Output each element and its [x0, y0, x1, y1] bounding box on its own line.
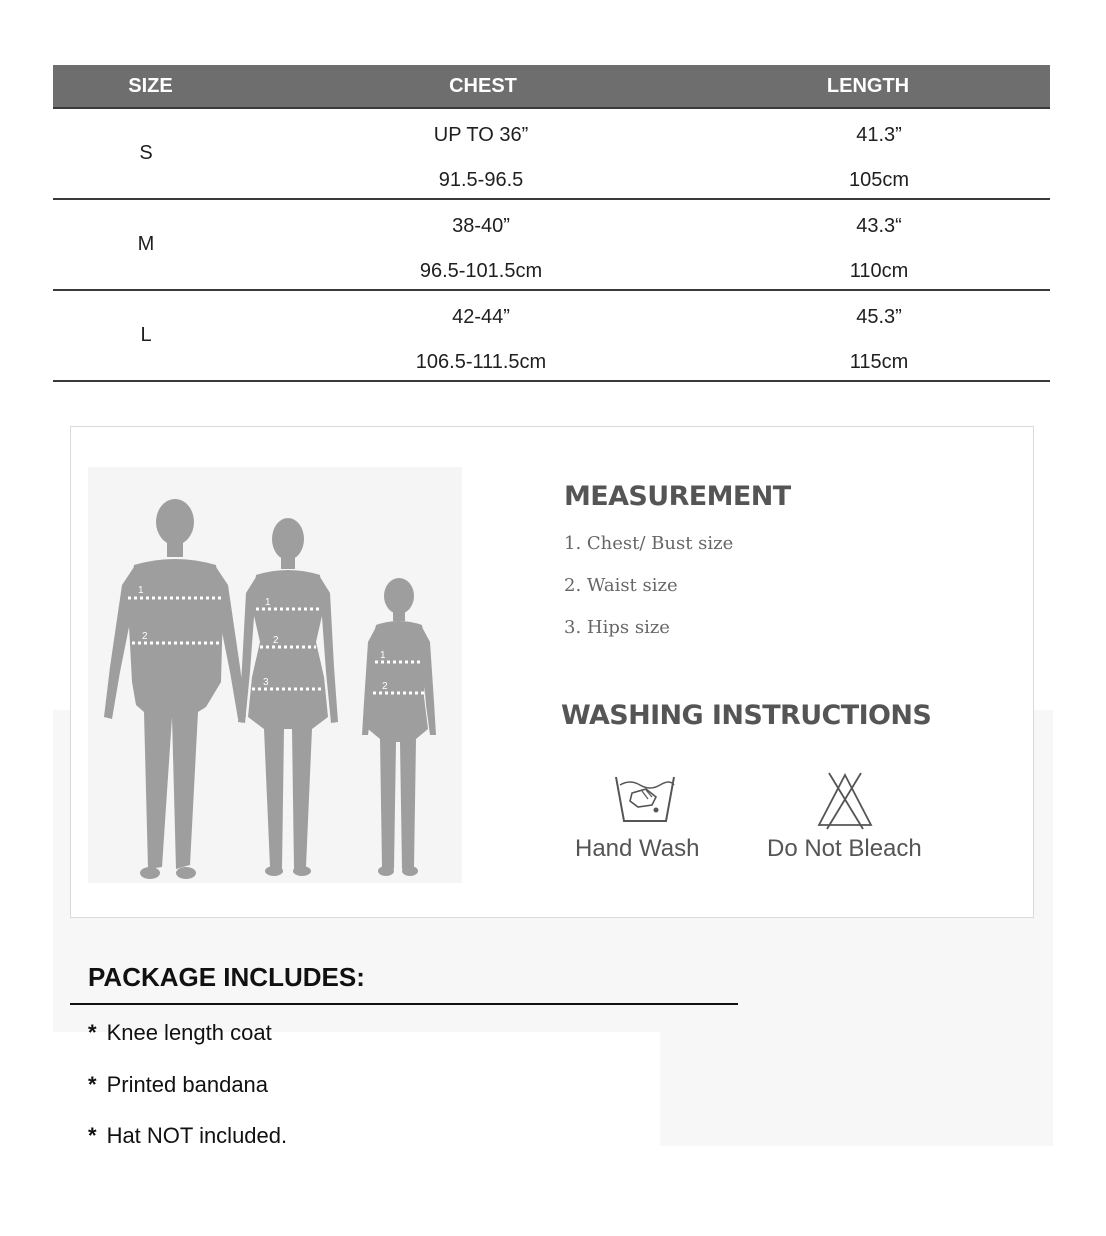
- list-item: [88, 1123, 287, 1149]
- size-cell: L: [140, 324, 152, 346]
- figure-label: 1: [265, 597, 271, 608]
- measurement-info-box: [70, 426, 1034, 918]
- list-item-label: Printed bandana: [106, 1072, 269, 1097]
- length-inches-cell: 41.3”: [856, 124, 902, 146]
- chest-cm-cell: 106.5-111.5cm: [415, 351, 547, 373]
- size-chart-table: [53, 65, 1050, 382]
- figure-label: 2: [273, 635, 279, 646]
- length-cm-cell: 110cm: [849, 260, 909, 282]
- figure-label: 1: [138, 585, 144, 596]
- length-cm-cell: 115cm: [849, 351, 909, 373]
- list-item-label: Knee length coat: [106, 1020, 272, 1045]
- chest-inches-cell: 38-40”: [452, 215, 510, 237]
- chest-inches-cell: 42-44”: [452, 306, 510, 328]
- size-cell: M: [137, 233, 155, 255]
- wash-label: Do Not Bleach: [767, 835, 922, 862]
- table-row: [53, 200, 1050, 291]
- hand-wash-icon: [612, 771, 678, 832]
- header-length: LENGTH: [826, 74, 910, 97]
- length-inches-cell: 43.3“: [856, 215, 902, 237]
- package-title: PACKAGE INCLUDES:: [88, 962, 365, 992]
- header-chest: CHEST: [449, 74, 517, 97]
- measurement-item: 2. Waist size: [564, 575, 678, 596]
- table-row: [53, 109, 1050, 200]
- length-cm-cell: 105cm: [848, 169, 910, 191]
- table-header: [53, 65, 1050, 107]
- washing-title: WASHING INSTRUCTIONS: [561, 700, 932, 731]
- chest-cm-cell: 96.5-101.5cm: [419, 260, 543, 282]
- size-cell: S: [139, 142, 153, 164]
- bullet: *: [88, 1020, 97, 1045]
- figure-label: 2: [382, 681, 388, 692]
- wash-label: Hand Wash: [575, 835, 700, 862]
- measurement-item: 3. Hips size: [564, 617, 670, 638]
- measurement-title: MEASUREMENT: [564, 481, 791, 512]
- bullet: *: [88, 1072, 97, 1097]
- background-panel: [660, 1030, 1053, 1146]
- bullet: *: [88, 1123, 97, 1148]
- list-item-label: Hat NOT included.: [106, 1123, 288, 1148]
- figure-label: 2: [142, 631, 148, 642]
- header-size: SIZE: [128, 74, 173, 97]
- do-not-bleach-icon: [815, 771, 875, 836]
- package-divider: [70, 1003, 738, 1005]
- figure-label: 3: [263, 677, 269, 688]
- length-inches-cell: 45.3”: [856, 306, 902, 328]
- list-item: [88, 1072, 268, 1098]
- chest-cm-cell: 91.5-96.5: [438, 169, 524, 191]
- body-figures-illustration: [88, 467, 462, 883]
- figure-label: 1: [380, 650, 386, 661]
- chest-inches-cell: UP TO 36”: [433, 124, 529, 146]
- measurement-item: 1. Chest/ Bust size: [564, 533, 734, 554]
- list-item: [88, 1020, 272, 1046]
- table-row: [53, 291, 1050, 382]
